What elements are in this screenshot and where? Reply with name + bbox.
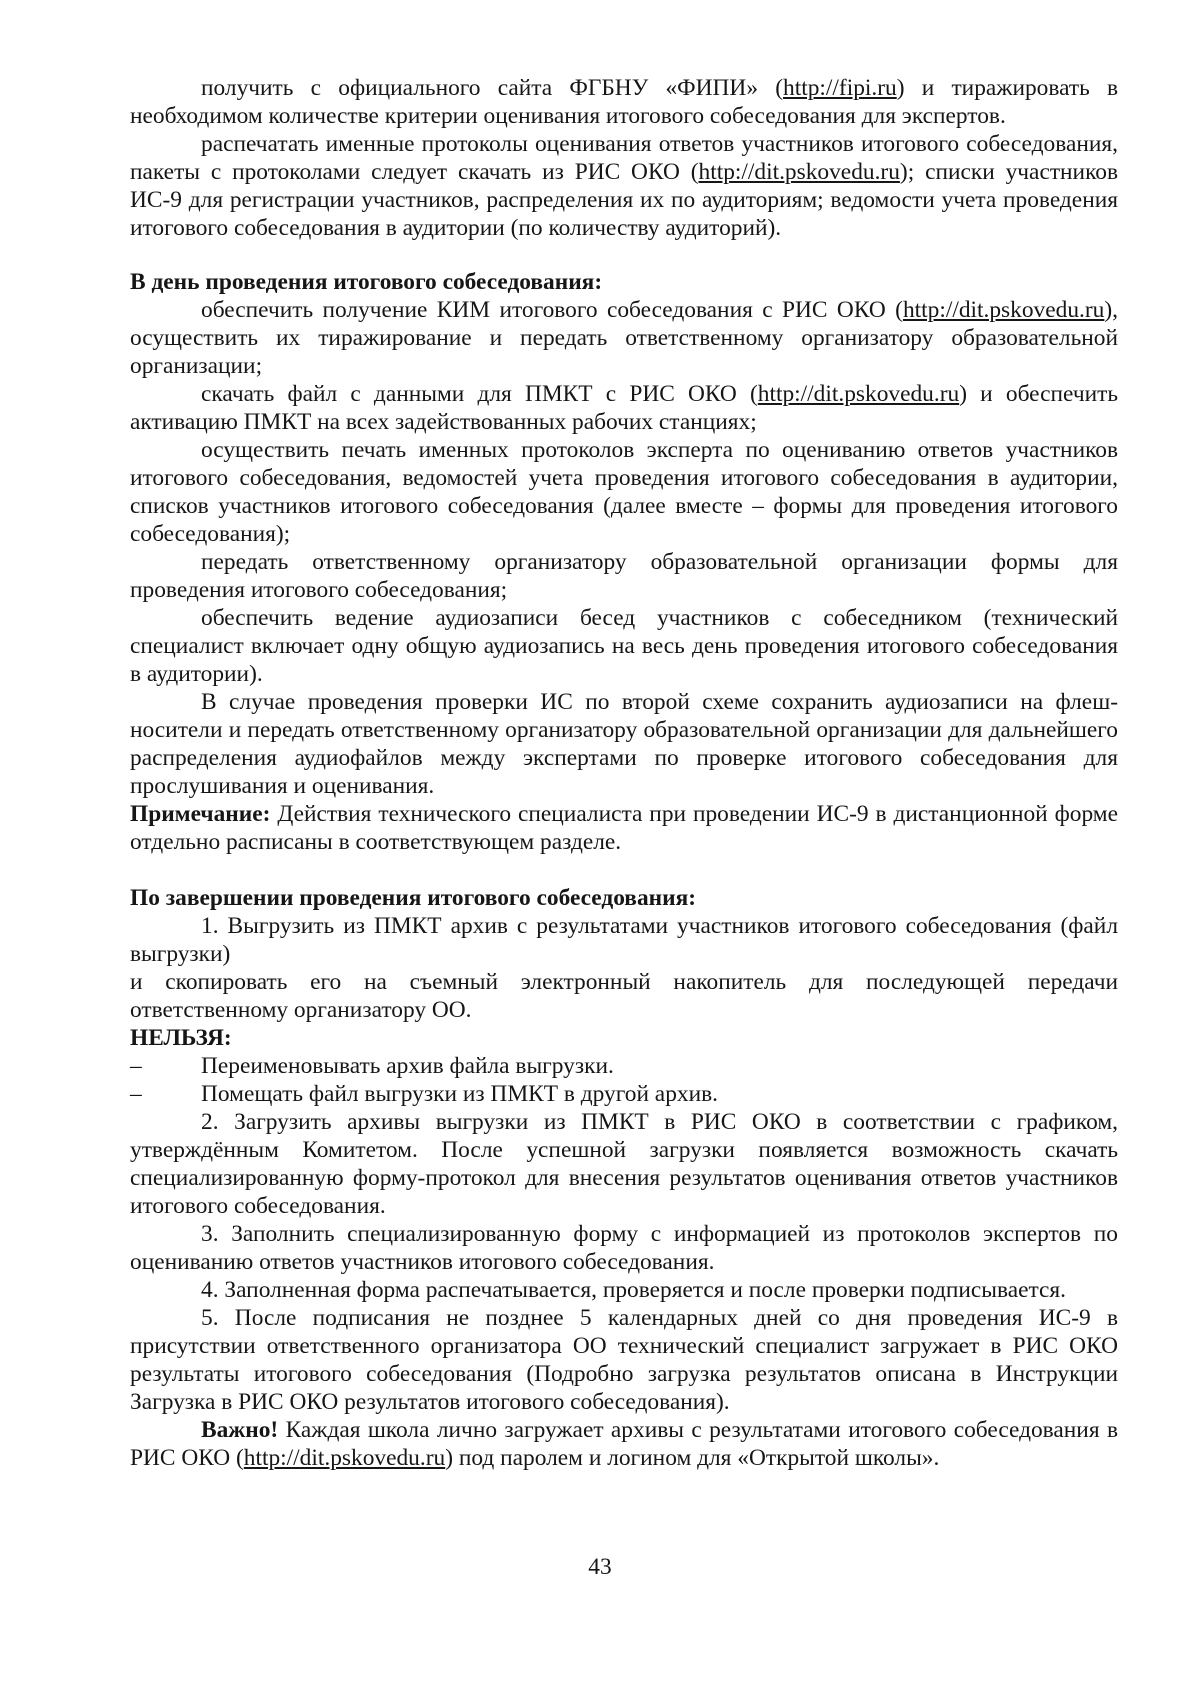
section-heading-after: По завершении проведения итогового собеседования: [130, 885, 697, 911]
paragraph-audio-recording: обеспечить ведение аудиозаписи бесед участников с собеседником (технический специалист включает одну общую аудиозапись на весь день проведения итогового собеседования в аудитории). [130, 605, 1118, 687]
note-label: Примечание: [130, 801, 271, 827]
fipi-link[interactable]: http://fipi.ru [783, 75, 897, 101]
dash-marker: – [130, 1053, 142, 1079]
forbidden-item: – Переименовывать архив файла выгрузки. [130, 1053, 614, 1079]
paragraph-step-3: 3. Заполнить специализированную форму с информацией из протоколов экспертов по оцениванию ответов участников итогового собеседования. [130, 1221, 1118, 1275]
section-heading-day-of: В день проведения итогового собеседования: [130, 269, 603, 295]
paragraph-important: Важно! Каждая школа лично загружает архивы с результатами итогового собеседования в РИС ОКО (http://dit.pskovedu.ru) под паролем и логином для «Открытой школы». [130, 1417, 1118, 1471]
paragraph-download-pmkt: скачать файл с данными для ПМКТ с РИС ОКО (http://dit.pskovedu.ru) и обеспечить активацию ПМКТ на всех задействованных рабочих станциях; [130, 381, 1119, 435]
paragraph-step-4: 4. Заполненная форма распечатывается, проверяется и после проверки подписывается. [201, 1277, 1067, 1303]
dash-marker: – [130, 1081, 142, 1107]
paragraph-get-criteria: получить с официального сайта ФГБНУ «ФИПИ» (http://fipi.ru) и тиражировать в необходимом количестве критерии оценивания итогового собеседования для экспертов. [130, 75, 1119, 129]
paragraph-step-1: 1. Выгрузить из ПМКТ архив с результатами участников итогового собеседования (файл выгрузки) [130, 913, 1118, 967]
forbidden-heading: НЕЛЬЗЯ: [130, 1025, 232, 1051]
important-label: Важно! [201, 1417, 279, 1443]
paragraph-hand-over-forms: передать ответственному организатору образовательной организации формы для проведения итогового собеседования; [130, 549, 1118, 603]
paragraph-get-kim: обеспечить получение КИМ итогового собеседования с РИС ОКО (http://dit.pskovedu.ru), осуществить их тиражирование и передать ответственному организатору образовательной организации; [130, 297, 1118, 379]
paragraph-note: Примечание: Действия технического специалиста при проведении ИС-9 в дистанционной форме отдельно расписаны в соответствующем разделе. [130, 801, 1118, 855]
paragraph-step-2: 2. Загрузить архивы выгрузки из ПМКТ в РИС ОКО в соответствии с графиком, утверждённым Комитетом. После успешной загрузки появляется возможность скачать специализированную форму-протокол для внесения результатов оценивания ответов участников итогового собеседования. [130, 1109, 1118, 1219]
ris-oko-link[interactable]: http://dit.pskovedu.ru [902, 297, 1105, 323]
page-number: 43 [588, 1554, 612, 1580]
document-body [130, 74, 1118, 1472]
paragraph-step-1-continued: и скопировать его на съемный электронный накопитель для последующей передачи ответственному организатору ОО. [130, 969, 1118, 1023]
paragraph-step-5: 5. После подписания не позднее 5 календарных дней со дня проведения ИС-9 в присутствии ответственного организатора ОО технический специалист загружает в РИС ОКО результаты итогового собеседования (Подробно загрузка результатов описана в Инструкции Загрузка в РИС ОКО результатов итогового собеседования). [130, 1305, 1118, 1415]
paragraph-second-scheme: В случае проведения проверки ИС по второй схеме сохранить аудиозаписи на флеш-носители и передать ответственному организатору образовательной организации для дальнейшего распределения аудиофайлов между экспертами по проверке итогового собеседования для прослушивания и оценивания. [130, 689, 1118, 799]
ris-oko-link[interactable]: http://dit.pskovedu.ru [243, 1445, 446, 1471]
forbidden-item: – Помещать файл выгрузки из ПМКТ в другой архив. [130, 1081, 718, 1107]
paragraph-print-protocols: распечатать именные протоколы оценивания ответов участников итогового собеседования, пакеты с протоколами следует скачать из РИС ОКО (http://dit.pskovedu.ru); списки участников ИС-9 для регистрации участников, распределения их по аудиториям; ведомости учета проведения итогового собеседования в аудитории (по количеству аудиторий). [130, 131, 1118, 241]
ris-oko-link[interactable]: http://dit.pskovedu.ru [698, 159, 900, 185]
ris-oko-link[interactable]: http://dit.pskovedu.ru [757, 381, 960, 407]
paragraph-print-forms: осуществить печать именных протоколов эксперта по оцениванию ответов участников итогового собеседования, ведомостей учета проведения итогового собеседования в аудитории, списков участников итогового собеседования (далее вместе – формы для проведения итогового собеседования); [130, 437, 1118, 547]
